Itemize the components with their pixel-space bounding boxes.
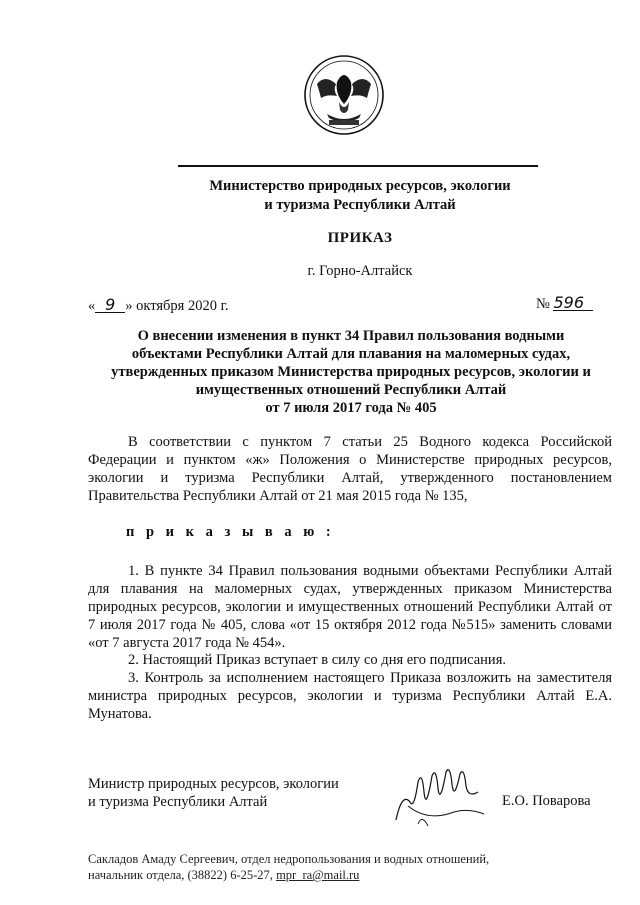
order-number [536, 293, 593, 313]
date-close-quote: » [125, 298, 133, 314]
executor-email-link[interactable]: mpr_ra@mail.ru [276, 868, 360, 882]
order-word: п р и к а з ы в а ю : [126, 524, 335, 540]
city: г. Горно-Алтайск [307, 263, 413, 279]
executor-contact: начальник отдела, (38822) 6-25-27, [88, 868, 277, 882]
subject-line-4: имущественных отношений Республики Алтай [195, 382, 507, 398]
order-item-2 [88, 651, 612, 669]
subject-line-3: утвержденных приказом Министерства природных ресурсов, экологии и [111, 364, 591, 380]
order-item-2-text: 2. Настоящий Приказ вступает в силу со дня его подписания. [128, 652, 506, 668]
order-date [88, 295, 229, 315]
order-subject [88, 327, 614, 417]
handwritten-signature-icon [388, 762, 500, 834]
date-day: 9 [95, 298, 125, 313]
coat-of-arms-icon [303, 54, 385, 136]
ministry-name [150, 177, 570, 215]
subject-line-5: от 7 июля 2017 года № 405 [265, 400, 437, 416]
order-item-1 [88, 562, 612, 652]
ministry-line-1: Министерство природных ресурсов, экологии [209, 178, 511, 194]
header-rule [178, 165, 538, 167]
executor-line-2 [88, 867, 489, 883]
executor-info [88, 851, 489, 883]
executor-line-1: Сакладов Амаду Сергеевич, отдел недропользования и водных отношений, [88, 852, 490, 866]
number-label: № [536, 296, 550, 312]
preamble-paragraph [88, 433, 612, 505]
signatory-title-line-2: и туризма Республики Алтай [88, 794, 268, 810]
subject-line-1: О внесении изменения в пункт 34 Правил пользования водными [137, 328, 565, 344]
order-item-1-text: 1. В пункте 34 Правил пользования водными объектами Республики Алтай для плавания на маломерных судах, утвержденных приказом Министерства природных ресурсов, экологии и имущественных отношений Республики Алтай от 7 июля 2017 года № 405, слова «от 15 октября 2012 года №515» заменить словами «от 7 августа 2017 года № 454». [88, 563, 612, 651]
ministry-line-2: и туризма Республики Алтай [264, 197, 456, 213]
order-item-3-text: 3. Контроль за исполнением настоящего Приказа возложить на заместителя министра природных ресурсов, экологии и туризма Республики Алтай Е.А. Мунатова. [88, 670, 612, 722]
signatory-name: Е.О. Поварова [502, 793, 591, 809]
date-open-quote: « [88, 298, 96, 314]
subject-line-2: объектами Республики Алтай для плавания на маломерных судах, [131, 346, 571, 362]
signatory-title [88, 775, 339, 811]
document-type: ПРИКАЗ [327, 230, 393, 246]
order-item-3 [88, 669, 612, 723]
signatory-title-line-1: Министр природных ресурсов, экологии [88, 776, 339, 792]
preamble-text: В соответствии с пунктом 7 статьи 25 Водного кодекса Российской Федерации и пунктом «ж» Положения о Министерстве природных ресурсов, экологии и туризма Республики Алтай, утвержденного постановлением Правительства Республики Алтай от 21 мая 2015 года № 135, [88, 434, 612, 504]
date-month-year: октября 2020 г. [136, 298, 229, 314]
number-value: 596 [553, 296, 593, 311]
